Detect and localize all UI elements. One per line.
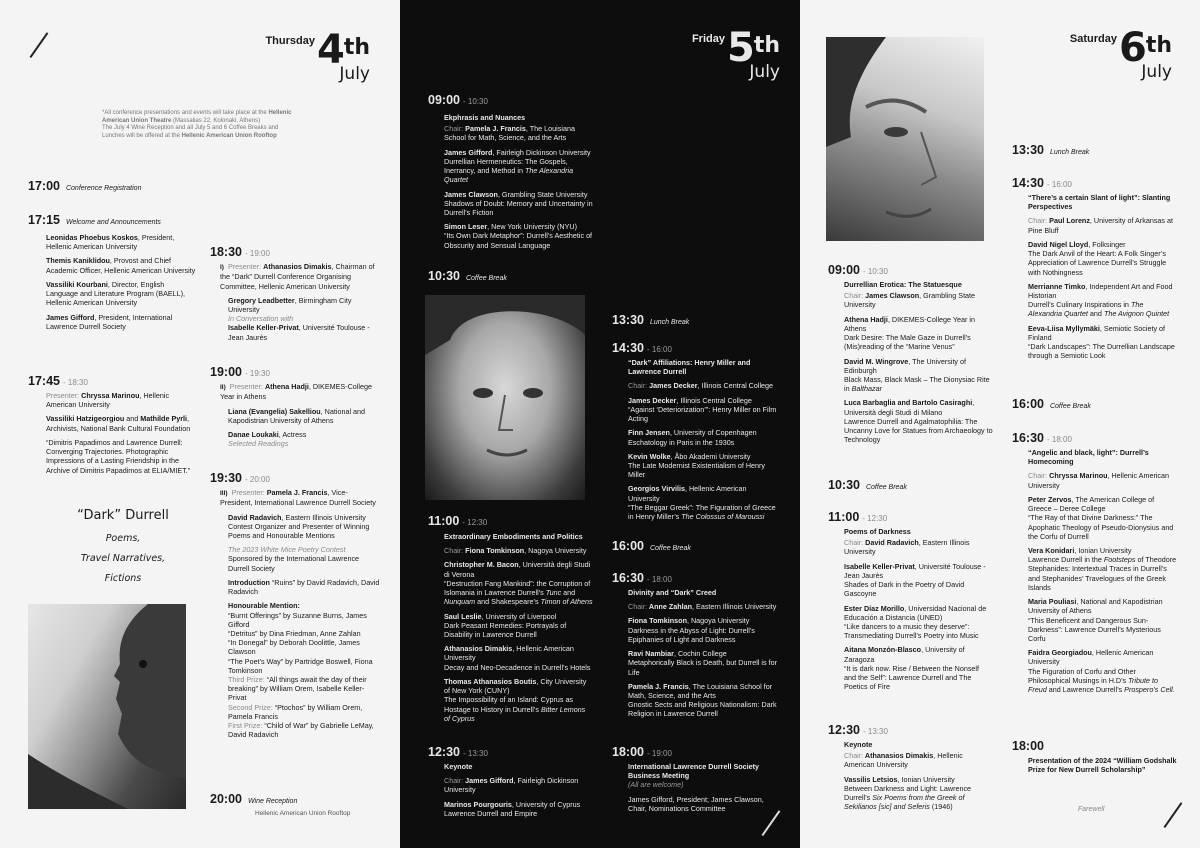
thu-session-1715: 17:15 Welcome and Announcements Leonidas Phoebus Koskos, President, Hellenic American University Themis Kaniklidou, Provost and Chief Academic Officer, Hellenic American University Vassiliki Kourbani, Director, English Language and Literature Program (BAELL), Hellenic American University James Gifford, President, International Lawrence Durrell Society <box>28 213 196 331</box>
slash-decoration <box>30 32 48 57</box>
saturday-heading <box>1030 25 1172 84</box>
day-number: 4 <box>316 27 344 73</box>
thu-session-1745: 17:45 - 18:30 Presenter: Chryssa Marinou, Hellenic American University Vassiliki Hatzigeorgiou and Mathilde Pyrli, Archivists, National Bank Cultural Foundation “Dimitris Papadimos and Lawrence Durrell: Converging Trajectories. Photographic Impressions of a Lasting Friendship in the Archive of Dimitris Papadimos at ELIA/MIET.” <box>28 374 191 475</box>
month: July <box>339 64 370 84</box>
durrell-profile-photo <box>28 604 186 809</box>
sat-session-1600: 16:00 Coffee Break <box>1012 397 1091 411</box>
sat-session-1100: 11:00 - 12:30 Poems of Darkness Chair: David Radavich, Eastern Illinois University Isabelle Keller-Privat, Université Toulouse - Jean Jaurès Shades of Dark in the Poetry of David Gascoyne Ester Díaz Morillo, Universidad Nacional de Educación a Distancia (UNED) “Like dancers to a music they deserve”: Transmediating Durrell’s Poetry into Music Aitana Monzón-Blasco, University of Zaragoza “It is dark now. Rise / Between the Nonself and the Self”: Lawrence Durrell and The Poetics of Fire <box>828 510 987 692</box>
day-name: Saturday <box>1069 33 1117 45</box>
fri-session-0900: 09:00 - 10:30 Ekphrasis and Nuances Chair: Pamela J. Francis, The Louisiana School for Math, Science, and the Arts James Gifford, Fairleigh Dickinson University Durrellian Hermeneutics: The Gospels, Inerrancy, and Method in The Alexandria Quartet James Clawson, Grambling State University Shadows of Doubt: Memory and Uncertainty in Durrell’s Fiction Simon Leser, New York University (NYU) “Its Own Dark Metaphor”: Durrell’s Aesthetic of Obscurity and Sensual Language <box>428 93 593 250</box>
sat-session-1430: 14:30 - 16:00 “There’s a certain Slant of light”: Slanting Perspectives Chair: Paul Lorenz, University of Arkansas at Pine Bluff David Nigel Lloyd, Folksinger The Dark Anvil of the Heart: A Folk Singer’s Appreciation of Lawrence Durrell’s Struggle with Nothingness Merrianne Timko, Independent Art and Food Historian Durrell’s Culinary Inspirations in The Alexandria Quartet and The Avignon Quintet Eeva-Liisa Myllymäki, Semiotic Society of Finland “Dark Landscapes”: The Durrellian Landscape through a Semiotic Look <box>1012 176 1175 361</box>
thu-session-1900: 19:00 - 19:30 II) Presenter: Athena Hadji, DIKEMES-College Year in Athens Liana (Evangelia) Sakelliou, National and Kapodistrian University of Athens Danae Loukaki, Actress Selected Readings <box>210 365 372 449</box>
day-suffix: th <box>1145 33 1172 58</box>
sat-session-1030: 10:30 Coffee Break <box>828 478 907 492</box>
thu-session-1700: 17:00 Conference Registration <box>28 179 142 193</box>
durrell-closeup-photo <box>826 37 984 241</box>
day-suffix: th <box>753 33 780 58</box>
fri-session-1630: 16:30 - 18:00 Divinity and “Dark” Creed Chair: Anne Zahlan, Eastern Illinois University Fiona Tomkinson, Nagoya University Darkness in the Abyss of Light: Durrell’s Epiphanies of Light and Darkness Ravi Nambiar, Cochin College Metaphorically Black is Death, but Durrell is for Life Pamela J. Francis, The Louisiana School for Math, Science, and the Arts Gnostic Sects and Religious Nationalism: Dark Religion in Lawrence Durrell <box>612 571 777 719</box>
thursday-heading <box>230 27 370 86</box>
thu-session-1830: 18:30 - 19:00 I) Presenter: Athanasios Dimakis, Chairman of the “Dark” Durrell Conference Organising Committee, Hellenic American University Gregory Leadbetter, Birmingham City University In Conversation with Isabelle Keller-Privat, Université Toulouse - Jean Jaurès <box>210 245 375 342</box>
month: July <box>749 62 780 82</box>
sat-session-1800: 18:00 Presentation of the 2024 “William Godshalk Prize for New Durrell Scholarship” <box>1012 739 1177 775</box>
day-number: 6 <box>1118 25 1146 71</box>
thu-session-2000: 20:00 Wine Reception Hellenic American Union Rooftop <box>210 792 351 817</box>
genre-3: Fictions <box>104 572 142 584</box>
sat-session-1330: 13:30 Lunch Break <box>1012 143 1090 157</box>
day-name: Thursday <box>265 35 315 47</box>
day-name: Friday <box>691 33 725 45</box>
day-number: 5 <box>726 25 754 71</box>
fri-session-1030: 10:30 Coffee Break <box>428 269 507 283</box>
slash-decoration <box>1164 802 1182 827</box>
sat-session-1630: 16:30 - 18:00 “Angelic and black, light”: Durrell’s Homecoming Chair: Chryssa Marinou, Hellenic American University Peter Zervos, The American College of Greece – Deree College “The Ray of that Divine Darkness:” The Apophatic Theology of Pseudo-Dionysius and the Corfu of Durrell Vera Konidari, Ionian University Lawrence Durrell in the Footsteps of Theodore Stephanides: Intertextual Traces in Durrell’s and Stephanides’ Travelogues of the Greek Islands Maria Pouliasi, National and Kapodistrian University of Athens “This Beneficent and Dangerous Sun-Darkness”: Lawrence Durrell’s Mysterious Corfu Faidra Georgiadou, Hellenic American University The Figuration of Corfu and Other Philosophical Musings in H.D’s Tribute to Freud and Lawrence Durrell’s Prospero’s Cell. <box>1012 431 1177 695</box>
fri-session-1800: 18:00 - 19:00 International Lawrence Durrell Society Business Meeting (All are welcome) James Gifford, President; James Clawson, Chair, Nominations Committee <box>612 745 764 813</box>
fri-session-1600: 16:00 Coffee Break <box>612 539 691 553</box>
sat-session-1230: 12:30 - 13:30 Keynote Chair: Athanasios Dimakis, Hellenic American University Vassilis Letsios, Ionian University Between Darkness and Light: Lawrence Durrell’s Six Poems from the Greek of Sekilianos [sic] and Seferis (1946) <box>828 723 972 812</box>
genre-1: Poems, <box>105 532 141 544</box>
sat-session-0900: 09:00 - 10:30 Durrellian Erotica: The Statuesque Chair: James Clawson, Grambling State University Athena Hadji, DIKEMES-College Year in Athens Dark Desire: The Male Gaze in Durrell’s (Mis)reading of the “Marine Venus” David M. Wingrove, The University of Edinburgh Black Mass, Black Mask – The Dionysiac Rite in Balthazar Luca Barbaglia and Bartolo Casiraghi, Università degli Studi di Milano Lawrence Durrell and Agalmatophilia: The Uncanny Love for Statues from Archaeology to Technology <box>828 263 993 445</box>
dark-durrell-title: “Dark” Durrell <box>77 508 169 523</box>
fri-session-1230: 12:30 - 13:30 Keynote Chair: James Gifford, Fairleigh Dickinson University Marinos Pourgouris, University of Cyprus Lawrence Durrell and Empire <box>428 745 581 818</box>
venue-note: *All conference presentations and events will take place at the Hellenic American Union Theatre (Massalias 22, Kolonaki, Athens) The July 4 Wine Reception and all July 5 and 6 Coffee Breaks and Lunches will be offered at the Hellenic American Union Rooftop <box>102 110 292 140</box>
dark-durrell-title-block <box>28 508 218 585</box>
farewell-label: Farewell <box>1078 806 1105 813</box>
fri-session-1330: 13:30 Lunch Break <box>612 313 690 327</box>
fri-session-1430: 14:30 - 16:00 “Dark” Affiliations: Henry Miller and Lawrence Durrell Chair: James Decker, Illinois Central College James Decker, Illinois Central College “Against ‘Deteriorization’”: Henry Miller on Film Acting Finn Jensen, University of Copenhagen Eschatology in Paris in the 1930s Kevin Wolke, Åbo Akademi University The Late Modernist Existentialism of Henry Miller Georgios Virvilis, Hellenic American University “The Beggar Greek”: The Figuration of Greece in Henry Miller’s The Colossus of Maroussi <box>612 341 777 522</box>
day-suffix: th <box>343 35 370 60</box>
genre-2: Travel Narratives, <box>80 552 166 564</box>
month: July <box>1141 62 1172 82</box>
thu-session-1930: 19:30 - 20:00 III) Presenter: Pamela J. Francis, Vice-President, International Lawrence Durrell Society David Radavich, Eastern Illinois University Contest Organizer and Presenter of Winning Poems and Honourable Mentions The 2023 White Mice Poetry Contest Sponsored by the International Lawrence Durrell Society Introduction “Ruins” by David Radavich, David Radavich Honourable Mention: “Burnt Offerings” by Suzanne Burns, James Gifford “Detritus” by Dina Friedman, Anne Zahlan “In Donegal” by Deborah Doolittle, James Clawson “The Poet’s Way” by Partridge Boswell, Fiona Tomkinson Third Prize: “All things await the day of their breaking” by William Orem, Isabelle Keller-Privat Second Prize: “Ptochos” by William Orem, Pamela Francis First Prize: “Child of War” by Gabrielle LeMay, David Radavich <box>210 471 380 740</box>
friday-heading <box>640 25 780 84</box>
durrell-portrait-photo <box>425 295 585 500</box>
fri-session-1100: 11:00 - 12:30 Extraordinary Embodiments and Politics Chair: Fiona Tomkinson, Nagoya University Christopher M. Bacon, Università degli Studi di Verona “Destruction Fang Mankind”: the Corruption of Islomania in Lawrence Durrell’s Tunc and Nunquam and Shakespeare’s Timon of Athens Saul Leslie, University of Liverpool Dark Peasant Remedies: Portrayals of Disability in Lawrence Durrell Athanasios Dimakis, Hellenic American University Decay and Neo-Decadence in Durrell’s Hotels Thomas Athanasios Boutis, City University of New York (CUNY) The Impossibility of an Island: Cyprus as Hostage to History in Durrell’s Bitter Lemons of Cyprus <box>428 514 593 723</box>
